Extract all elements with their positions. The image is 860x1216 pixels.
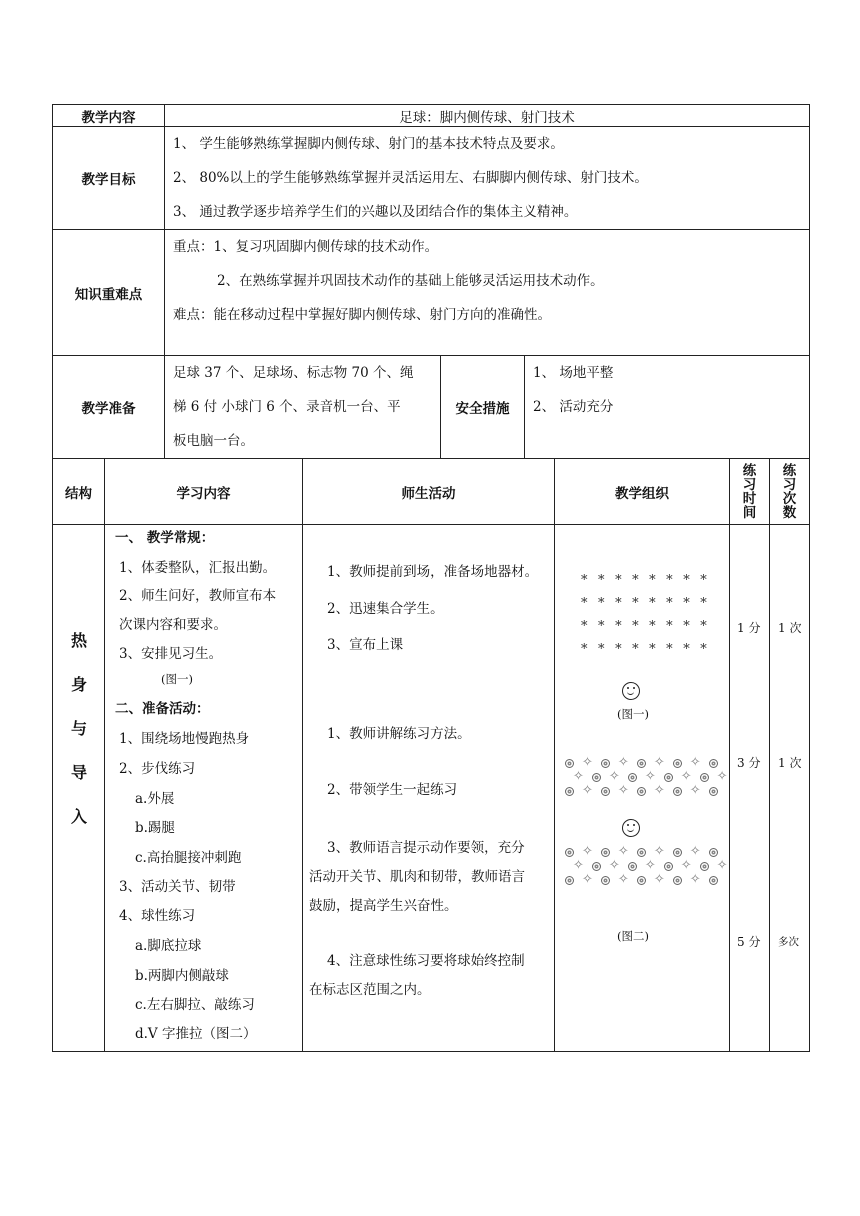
pattern-row [561,845,732,859]
content-value: 足球：脚内侧传球、射门技术 [165,105,810,127]
ball-icon [601,848,610,857]
safety-cell [525,356,810,459]
figure-label: (图二) [617,929,649,943]
ball-icon [592,773,601,782]
goals-cell [165,127,810,230]
student-formation-row: * * * * * * * * [581,596,710,611]
section-title-char: 导 [70,763,87,782]
ball-icon [664,773,673,782]
prep-label: 教学准备 [53,356,165,459]
section-title-char: 热 [70,631,87,650]
warmup-subitem: a.外展 [135,791,175,807]
prep-line-1: 足球 37 个、足球场、标志物 70 个、绳 [173,365,414,381]
prep-line-2: 梯 6 付 小球门 6 个、录音机一台、平 [173,399,401,415]
safety-item-1: 1、 场地平整 [533,365,614,381]
warmup-subitem: a.脚底拉球 [135,938,202,954]
ball-icon [592,862,601,871]
col-practice-time [730,459,770,525]
ball-icon [700,773,709,782]
ball-icon [709,759,718,768]
learning-content [105,525,303,1052]
lesson-header-table [52,104,810,459]
col-content: 学习内容 [105,459,303,525]
time-value: 5 分 [737,935,761,949]
goal-3: 3、 通过教学逐步培养学生们的兴趣以及团结合作的集体主义精神。 [173,204,578,220]
marker-icon: ✧ [617,783,629,798]
warmup-item: 2、步伐练习 [119,761,196,777]
marker-icon: ✧ [680,769,692,784]
teacher-smiley-icon [622,682,640,700]
ball-icon [673,876,682,885]
activity-item: 活动开关节、肌肉和韧带，教师语言 [309,869,525,885]
warmup-subitem: d.V 字推拉（图二） [135,1026,257,1042]
routine-item: 3、安排见习生。 [119,646,223,662]
marker-icon: ✧ [617,872,629,887]
section-title-char: 身 [70,675,87,694]
marker-icon: ✧ [653,783,665,798]
ball-icon [673,787,682,796]
warmup-item: 3、活动关节、韧带 [119,879,236,895]
ball-icon [565,759,574,768]
key-point-2: 2、在熟练掌握并巩固技术动作的基础上能够灵活运用技术动作。 [217,273,604,289]
count-value: 多次 [778,936,799,948]
practice-time [730,525,770,1052]
marker-icon: ✧ [573,769,584,784]
activity-item: 3、教师语言提示动作要领，充分 [327,840,525,856]
activity-item: 2、带领学生一起练习 [327,782,458,798]
marker-icon: ✧ [680,858,692,873]
activity-item: 4、注意球性练习要将球始终控制 [327,953,525,969]
count-char: 次 [782,490,797,507]
warmup-subitem: c.左右脚拉、敲练习 [135,997,255,1013]
drill-pattern-top [561,756,732,798]
ball-icon [565,848,574,857]
warmup-subitem: b.两脚内侧敲球 [135,968,229,984]
key-point-1: 重点：1、复习巩固脚内侧传球的技术动作。 [173,239,439,255]
marker-icon: ✧ [653,755,665,770]
marker-icon: ✧ [582,755,593,770]
warmup-item: 4、球性练习 [119,908,196,924]
drill-pattern-bottom [561,845,732,887]
ball-icon [637,848,646,857]
marker-icon: ✧ [573,858,584,873]
time-value: 3 分 [737,756,761,770]
prep-line-3: 板电脑一台。 [173,433,254,449]
ball-icon [709,848,718,857]
ball-icon [601,759,610,768]
ball-icon [700,862,709,871]
pattern-row [561,784,732,798]
goal-1: 1、 学生能够熟练掌握脚内侧传球、射门的基本技术特点及要求。 [173,136,564,152]
goal-2: 2、 80%以上的学生能够熟练掌握并灵活运用左、右脚脚内侧传球、射门技术。 [173,170,648,186]
ball-icon [601,787,610,796]
content-label: 教学内容 [53,105,165,127]
ball-icon [637,759,646,768]
activity-item: 1、教师提前到场，准备场地器材。 [327,564,539,580]
lesson-plan-table [52,458,810,1052]
marker-icon: ✧ [582,783,593,798]
ball-icon [673,759,682,768]
key-cell [165,230,810,356]
pattern-row [561,859,732,873]
difficulty-point: 难点：能在移动过程中掌握好脚内侧传球、射门方向的准确性。 [173,307,551,323]
student-formation-row: * * * * * * * * [581,573,710,588]
marker-icon: ✧ [653,844,665,859]
col-organization: 教学组织 [555,459,730,525]
section-title-char: 入 [70,807,87,826]
safety-item-2: 2、 活动充分 [533,399,614,415]
routine-heading: 一、 教学常规： [115,530,215,546]
practice-count [770,525,810,1052]
pattern-row [561,873,732,887]
count-char: 练 [782,462,797,479]
marker-icon: ✧ [716,858,728,873]
routine-item: 1、体委整队，汇报出勤。 [119,560,277,576]
ball-icon [637,876,646,885]
count-value: 1 次 [778,756,802,770]
marker-icon: ✧ [617,755,629,770]
teacher-student-activity [303,525,555,1052]
marker-icon: ✧ [608,858,620,873]
time-char: 练 [742,462,757,479]
marker-icon: ✧ [689,844,701,859]
activity-item: 在标志区范围之内。 [309,982,431,998]
ball-icon [601,876,610,885]
ball-icon [709,787,718,796]
marker-icon: ✧ [608,769,620,784]
time-value: 1 分 [737,621,761,635]
time-char: 习 [742,476,757,493]
ball-icon [673,848,682,857]
marker-icon: ✧ [644,769,656,784]
marker-icon: ✧ [689,755,701,770]
ball-icon [628,773,637,782]
marker-icon: ✧ [653,872,665,887]
teacher-smiley-icon [622,819,640,837]
marker-icon: ✧ [689,872,701,887]
warmup-heading: 二、准备活动： [115,701,210,717]
marker-icon: ✧ [617,844,629,859]
col-practice-count [770,459,810,525]
col-structure: 结构 [53,459,105,525]
routine-item: 2、师生问好，教师宣布本 [119,588,277,604]
count-char: 习 [782,476,797,493]
ball-icon [709,876,718,885]
ball-icon [637,787,646,796]
section-title [53,525,105,1052]
student-formation-row: * * * * * * * * [581,619,710,634]
activity-item: 2、迅速集合学生。 [327,601,444,617]
col-activity: 师生活动 [303,459,555,525]
section-title-char: 与 [70,719,87,738]
warmup-item: 1、围绕场地慢跑热身 [119,731,250,747]
count-char: 数 [782,504,797,521]
student-formation-row: * * * * * * * * [581,642,710,657]
key-label: 知识重难点 [53,230,165,356]
routine-item: 次课内容和要求。 [119,617,227,633]
figure-label: (图一) [161,672,193,686]
marker-icon: ✧ [644,858,656,873]
warmup-subitem: c.高抬腿接冲刺跑 [135,850,242,866]
ball-icon [664,862,673,871]
ball-icon [565,876,574,885]
warmup-subitem: b.踢腿 [135,820,175,836]
pattern-row [561,756,732,770]
safety-label: 安全措施 [441,356,525,459]
marker-icon: ✧ [689,783,701,798]
pattern-row [561,770,732,784]
ball-icon [628,862,637,871]
activity-item: 1、教师讲解练习方法。 [327,726,471,742]
ball-icon [565,787,574,796]
teaching-organization [555,525,730,1052]
marker-icon: ✧ [582,844,593,859]
activity-item: 3、宣布上课 [327,637,404,653]
figure-label: (图一) [617,707,649,721]
marker-icon: ✧ [716,769,728,784]
activity-item: 鼓励，提高学生兴奋性。 [309,898,458,914]
time-char: 时 [742,490,757,507]
time-char: 间 [742,504,757,521]
count-value: 1 次 [778,621,802,635]
goals-label: 教学目标 [53,127,165,230]
prep-cell [165,356,441,459]
marker-icon: ✧ [582,872,593,887]
